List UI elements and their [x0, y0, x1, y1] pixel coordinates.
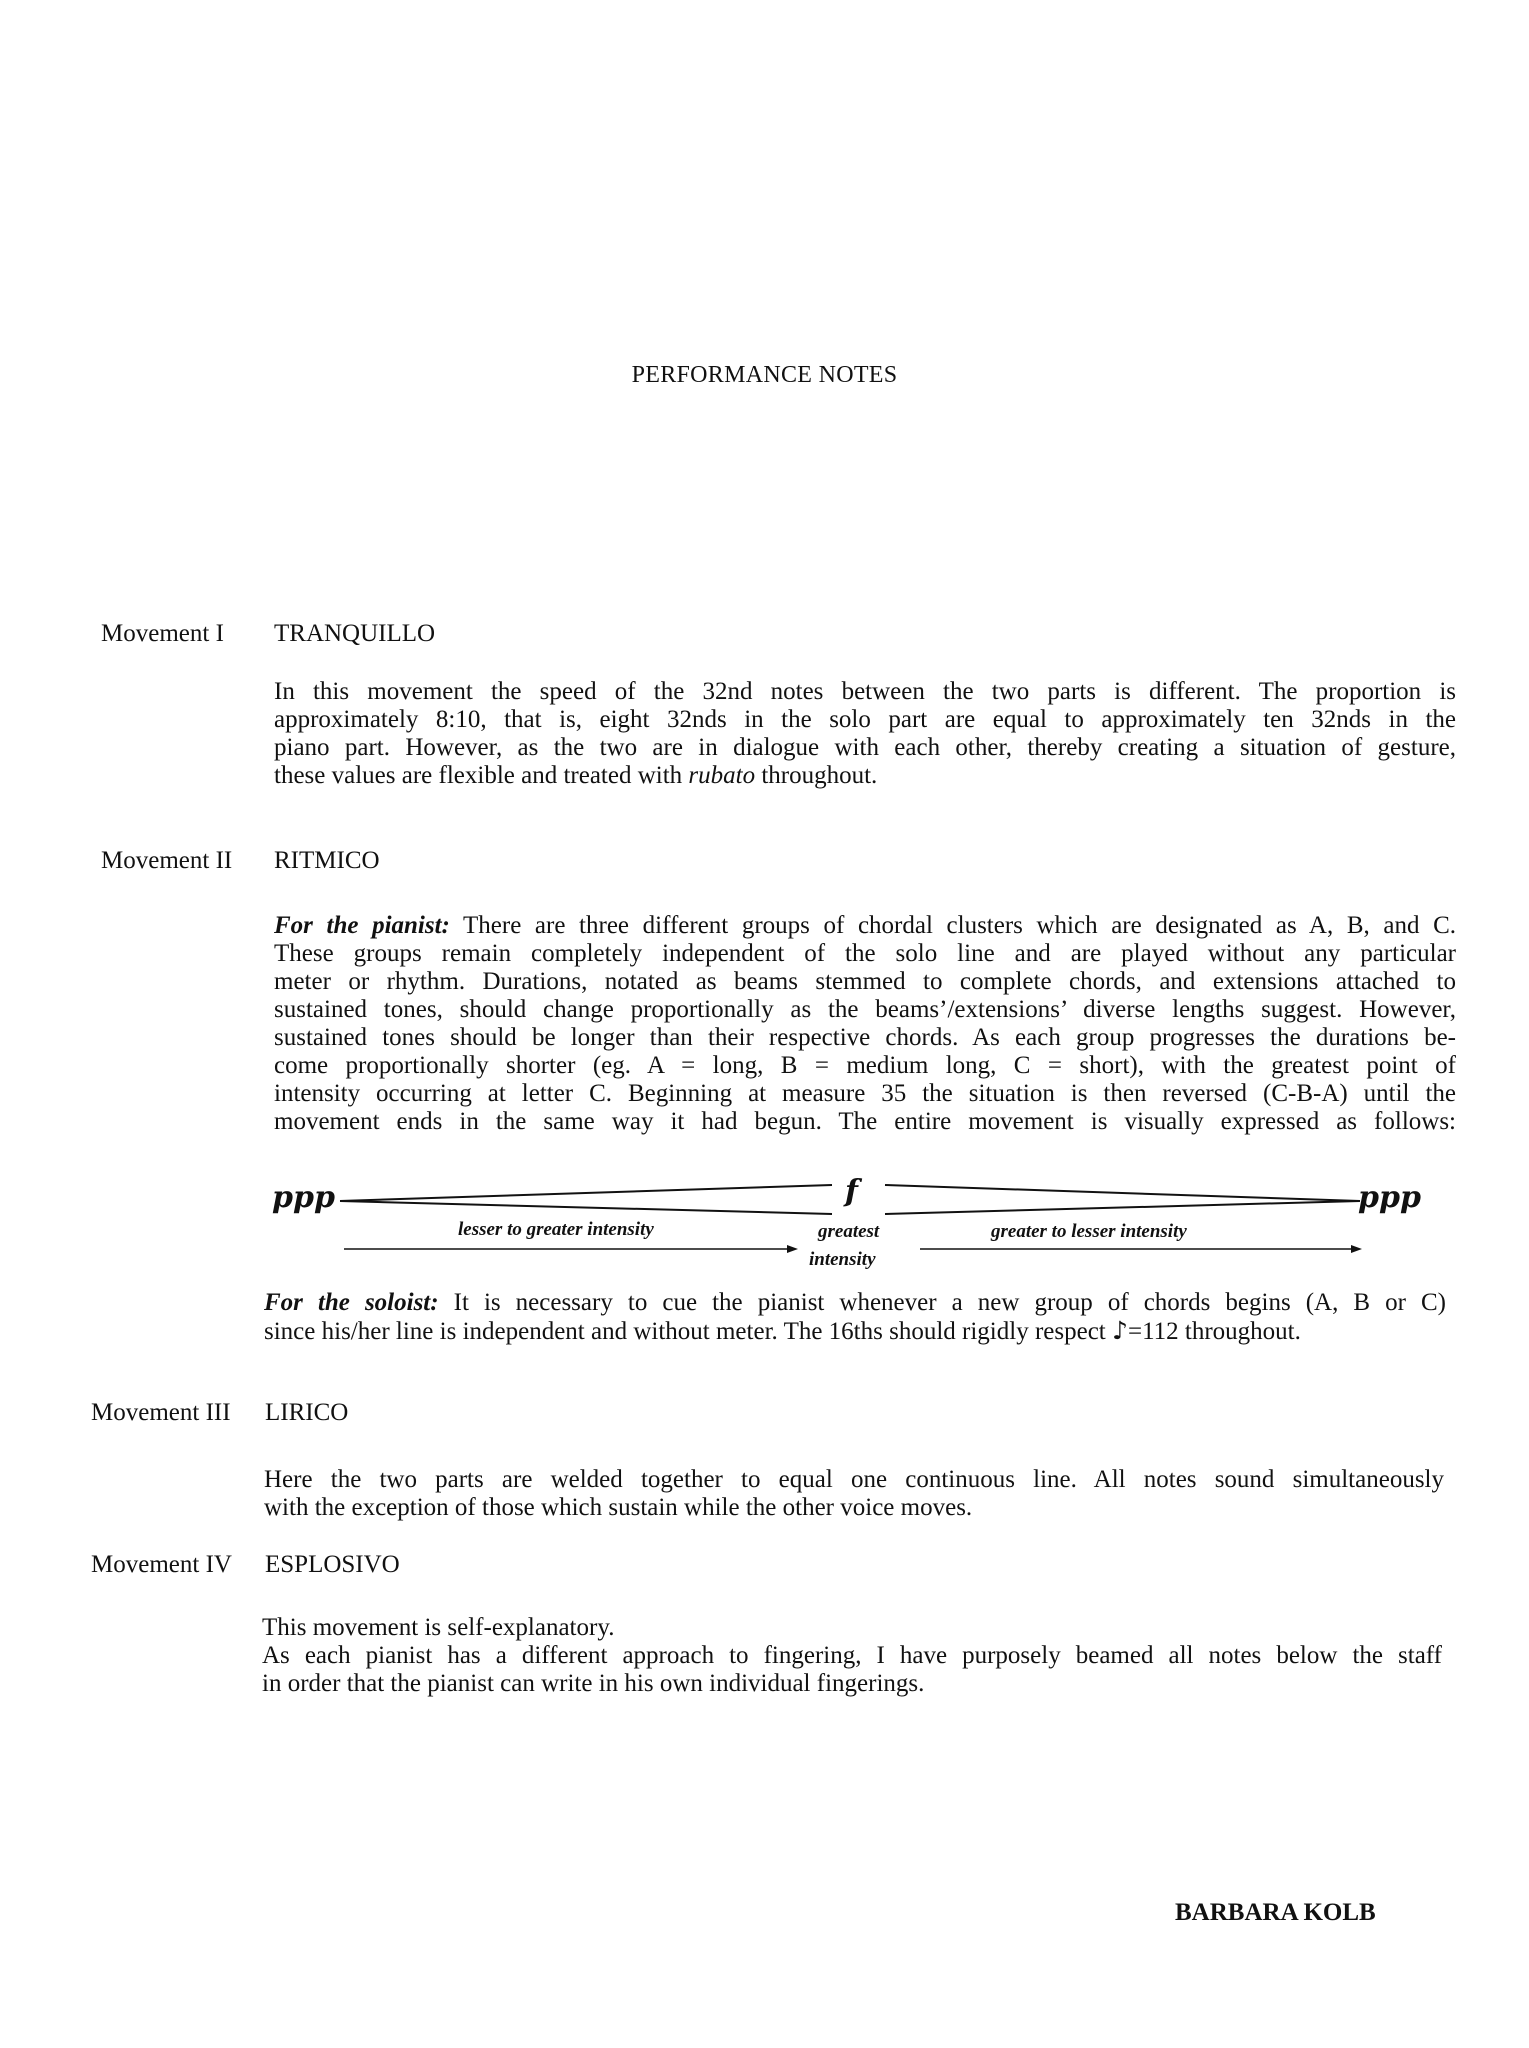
movement-2-title: RITMICO — [274, 847, 380, 874]
movement-4-text — [262, 1614, 1442, 1698]
center-caption-1: greatest — [818, 1221, 880, 1242]
decrescendo-line-lower — [885, 1201, 1360, 1214]
left-caption: lesser to greater intensity — [458, 1219, 654, 1240]
text-line: with the exception of those which sustain while the other voice moves. — [264, 1494, 973, 1521]
center-caption-2: intensity — [809, 1249, 876, 1270]
decrescendo-line-upper — [885, 1185, 1360, 1201]
movement-4-title: ESPLOSIVO — [265, 1551, 400, 1578]
text-line: For the soloist: It is necessary to cue the pianist whenever a new group of chords begins (A, B or C) — [264, 1289, 1446, 1316]
sixteenth-note-icon: ♪ — [1112, 1316, 1128, 1345]
author-signature: BARBARA KOLB — [1175, 1899, 1376, 1926]
text-line: For the pianist: There are three different groups of chordal clusters which are designated as A, B, and C. — [274, 912, 1456, 939]
right-arrow-head — [1351, 1245, 1362, 1253]
crescendo-line-lower — [340, 1201, 832, 1214]
text-line: these values are flexible and treated with rubato throughout. — [274, 762, 878, 789]
movement-2-label: Movement II — [101, 847, 233, 874]
movement-3-text — [264, 1466, 1444, 1522]
soloist-notes — [264, 1289, 1446, 1346]
text-line: sustained tones, should change proportionally as the beams’/extensions’ diverse lengths suggest. However, — [274, 996, 1456, 1023]
left-arrow-head — [787, 1245, 798, 1253]
text-line: movement ends in the same way it had begun. The entire movement is visually expressed as follows: — [274, 1108, 1456, 1135]
right-caption: greater to lesser intensity — [991, 1221, 1187, 1242]
soloist-lead: For the soloist: — [264, 1289, 439, 1316]
text-line: In this movement the speed of the 32nd notes between the two parts is different. The proportion is — [274, 678, 1456, 705]
movement-3-title: LIRICO — [265, 1399, 349, 1426]
pianist-lead: For the pianist: — [274, 912, 450, 939]
text-line: This movement is self-explanatory. — [262, 1614, 615, 1641]
text-line: As each pianist has a different approach to fingering, I have purposely beamed all notes below the staff — [262, 1642, 1442, 1669]
crescendo-line-upper — [340, 1185, 832, 1201]
peak-dynamic: f — [845, 1174, 858, 1209]
text-line: intensity occurring at letter C. Beginning at measure 35 the situation is then reversed (C-B-A) until the — [274, 1080, 1456, 1107]
text-line: since his/her line is independent and without meter. The 16ths should rigidly respect ♪=112 throughout. — [264, 1316, 1301, 1345]
start-dynamic: ppp — [272, 1180, 335, 1215]
movement-4-label: Movement IV — [91, 1551, 232, 1578]
text-line: piano part. However, as the two are in dialogue with each other, thereby creating a situation of gesture, — [274, 734, 1456, 761]
text-line: in order that the pianist can write in his own individual fingerings. — [262, 1670, 925, 1697]
text-line: come proportionally shorter (eg. A = long, B = medium long, C = short), with the greatest point of — [274, 1052, 1456, 1079]
text-line: Here the two parts are welded together to equal one continuous line. All notes sound simultaneously — [264, 1466, 1444, 1493]
end-dynamic: ppp — [1358, 1180, 1421, 1215]
movement-1-title: TRANQUILLO — [274, 620, 436, 647]
text-line: meter or rhythm. Durations, notated as beams stemmed to complete chords, and extensions attached to — [274, 968, 1456, 995]
page-title: PERFORMANCE NOTES — [631, 362, 898, 388]
text-line: These groups remain completely independent of the solo line and are played without any particular — [274, 940, 1456, 967]
text-line: approximately 8:10, that is, eight 32nds in the solo part are equal to approximately ten 32nds in the — [274, 706, 1456, 733]
movement-1-label: Movement I — [101, 620, 224, 647]
rubato-term: rubato — [688, 762, 756, 789]
movement-3-label: Movement III — [91, 1399, 231, 1426]
text-line: sustained tones should be longer than their respective chords. As each group progresses the durations be- — [274, 1024, 1456, 1051]
